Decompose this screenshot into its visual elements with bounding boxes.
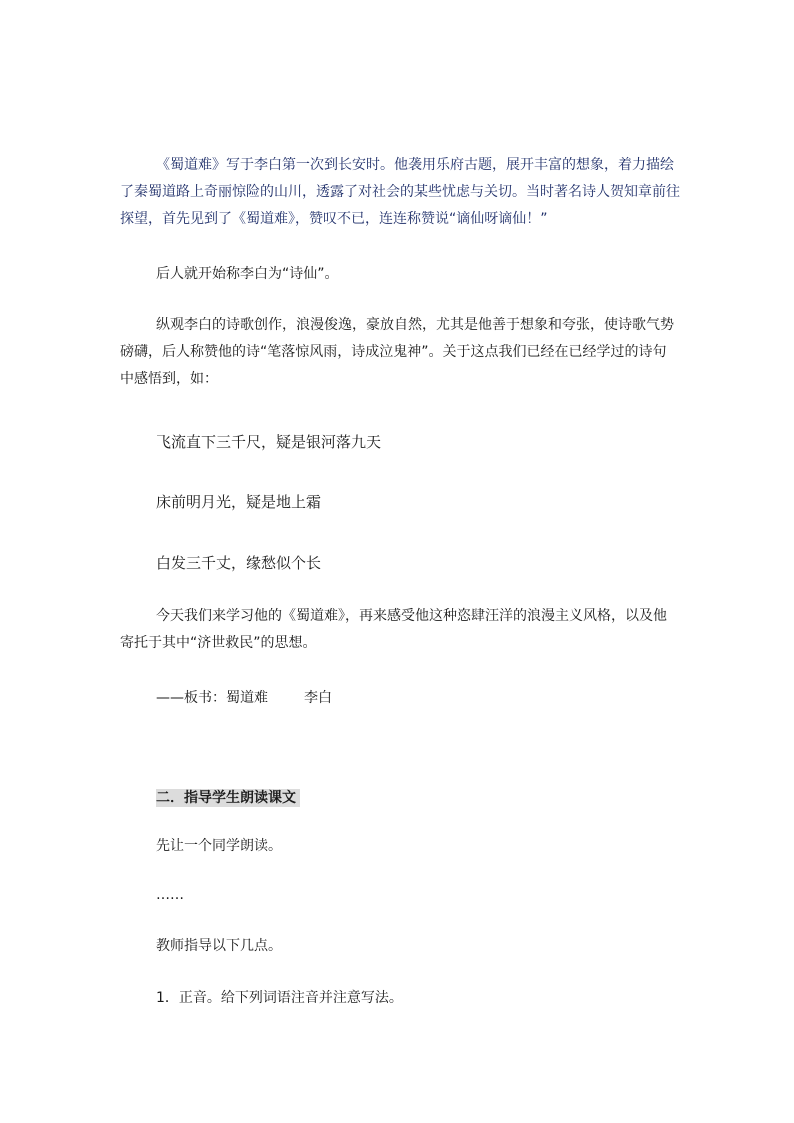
list-item-1: 1．正音。给下列词语注音并注意写法。 bbox=[156, 990, 403, 1006]
intro-paragraph: 《蜀道难》写于李白第一次到长安时。他袭用乐府古题，展开丰富的想象，着力描绘了秦蜀道路上奇丽惊险的山川，透露了对社会的某些忧虑与关切。当时著名诗人贺知章前往探望，首先见到了《蜀道难》，赞叹不已，连连称赞说“谪仙呀谪仙！” bbox=[120, 157, 680, 227]
section-heading: 二．指导学生朗读课文 bbox=[156, 789, 300, 807]
poem-line-3: 白发三千丈，缘愁似个长 bbox=[156, 554, 322, 572]
section-heading-line bbox=[156, 788, 300, 808]
today-paragraph: 今天我们来学习他的《蜀道难》，再来感受他这种恣肆汪洋的浪漫主义风格，以及他寄托于其中“济世救民”的思想。 bbox=[120, 608, 667, 651]
poem-line-2: 床前明月光，疑是地上霜 bbox=[156, 493, 322, 511]
board-line bbox=[156, 688, 332, 708]
board-author: 李白 bbox=[304, 690, 332, 706]
board-prefix: ——板书：蜀道难 bbox=[156, 690, 268, 706]
ellipsis-line: …… bbox=[156, 887, 184, 903]
poet-title-line: 后人就开始称李白为“诗仙”。 bbox=[156, 266, 339, 282]
style-paragraph: 纵观李白的诗歌创作，浪漫俊逸，豪放自然，尤其是他善于想象和夸张，使诗歌气势磅礴，后人称赞他的诗“笔落惊风雨，诗成泣鬼神”。关于这点我们已经在已经学过的诗句中感悟到，如： bbox=[120, 317, 674, 387]
read-line: 先让一个同学朗读。 bbox=[156, 838, 282, 854]
guide-line: 教师指导以下几点。 bbox=[156, 938, 282, 954]
poem-line-1: 飞流直下三千尺，疑是银河落九天 bbox=[156, 433, 382, 451]
